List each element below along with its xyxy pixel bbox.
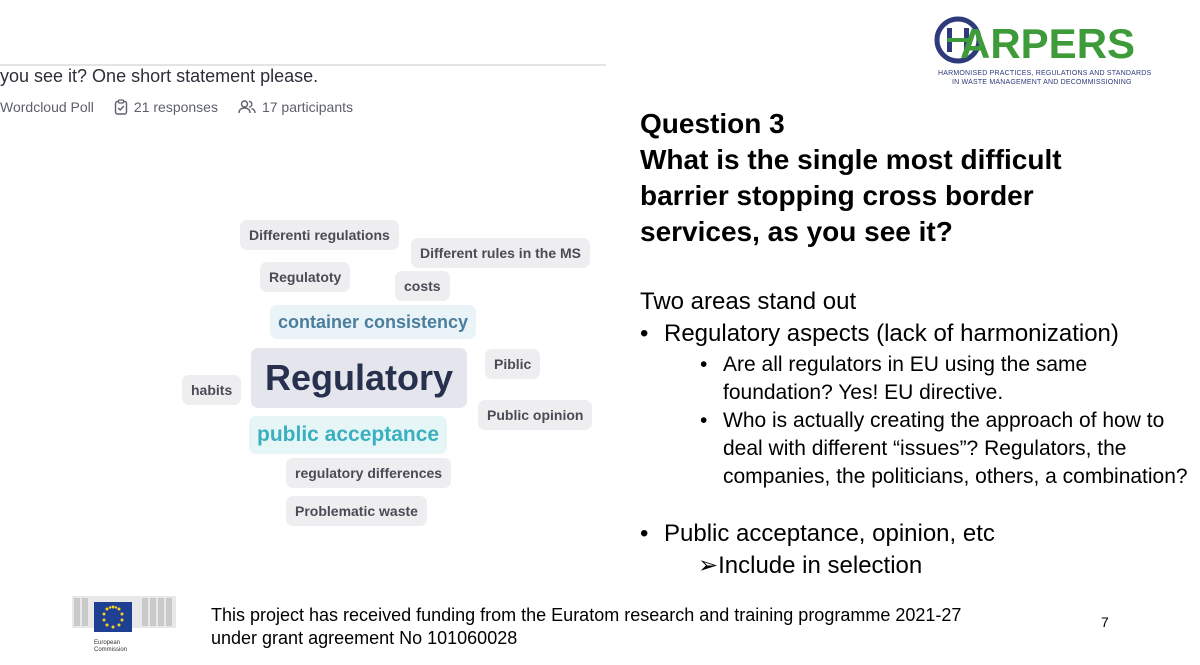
word-chip: container consistency (270, 305, 476, 339)
sub-bullet-item (700, 407, 1195, 491)
word-chip: Problematic waste (286, 496, 427, 526)
logo-tagline: IN WASTE MANAGEMENT AND DECOMMISSIONING (952, 79, 1132, 86)
responses-count (114, 99, 218, 115)
intro-text: Two areas stand out (640, 288, 857, 315)
poll-question: you see it? One short statement please. (0, 66, 319, 86)
word-chip: Different rules in the MS (411, 238, 590, 268)
poll-type-label: Wordcloud Poll (0, 99, 94, 115)
word-chip: Piblic (485, 349, 540, 379)
bullet-glyph: • (700, 353, 708, 376)
title-line: services, as you see it? (640, 216, 953, 247)
harpers-logo (930, 10, 1152, 90)
bullet-glyph: • (640, 320, 649, 347)
sub-bullet-item (700, 351, 1140, 407)
responses-label: 21 responses (133, 99, 218, 115)
arrow-glyph: ➢ (698, 552, 719, 579)
participants-count (238, 99, 353, 115)
logo-wordmark: ARPERS (960, 20, 1136, 67)
arrow-item-text: Include in selection (718, 552, 923, 579)
title-line: What is the single most difficult (640, 144, 1062, 175)
word-chip: costs (395, 271, 450, 301)
poll-meta (0, 99, 373, 115)
bullet-text: Public acceptance, opinion, etc (664, 520, 995, 547)
users-icon (238, 100, 256, 114)
page-number: 7 (1101, 614, 1109, 630)
sub-bullet-text: Who is actually creating the approach of how to deal with different “issues”? Regulators, the companies, the politicians, others, a combination? (723, 409, 1188, 488)
word-chip: habits (182, 375, 241, 405)
arrow-item (698, 551, 922, 580)
european-commission-logo (72, 588, 176, 660)
sub-bullet-text: Are all regulators in EU using the same foundation? Yes! EU directive. (723, 353, 1088, 404)
eu-label: Commission (94, 647, 128, 653)
word-chip: regulatory differences (286, 458, 451, 488)
funding-line: This project has received funding from the Euratom research and training programme 2021-27 (211, 605, 962, 625)
title-line: barrier stopping cross border (640, 180, 1034, 211)
logo-tagline: HARMONISED PRACTICES, REGULATIONS AND STANDARDS (938, 70, 1152, 77)
bullet-text: Regulatory aspects (lack of harmonization) (664, 320, 1119, 347)
word-chip: Public opinion (478, 400, 592, 430)
eu-flag-icon (72, 588, 176, 660)
word-chip: public acceptance (249, 416, 447, 454)
funding-line: under grant agreement No 101060028 (211, 628, 518, 648)
bullet-item (640, 520, 995, 548)
bullet-glyph: • (640, 520, 649, 547)
word-chip-top: Regulatory (251, 348, 467, 408)
word-chip: Differenti regulations (240, 220, 399, 250)
word-chip: Regulatoty (260, 262, 350, 292)
bullet-item (640, 320, 1119, 348)
eu-label: European (94, 640, 121, 646)
wordcloud-poll-screenshot (0, 0, 608, 600)
poll-type (0, 99, 94, 115)
slide-title (640, 106, 1062, 250)
bullet-glyph: • (700, 409, 708, 432)
title-line: Question 3 (640, 108, 785, 139)
participants-label: 17 participants (261, 99, 354, 115)
funding-statement (211, 604, 961, 650)
clipboard-check-icon (114, 99, 128, 115)
